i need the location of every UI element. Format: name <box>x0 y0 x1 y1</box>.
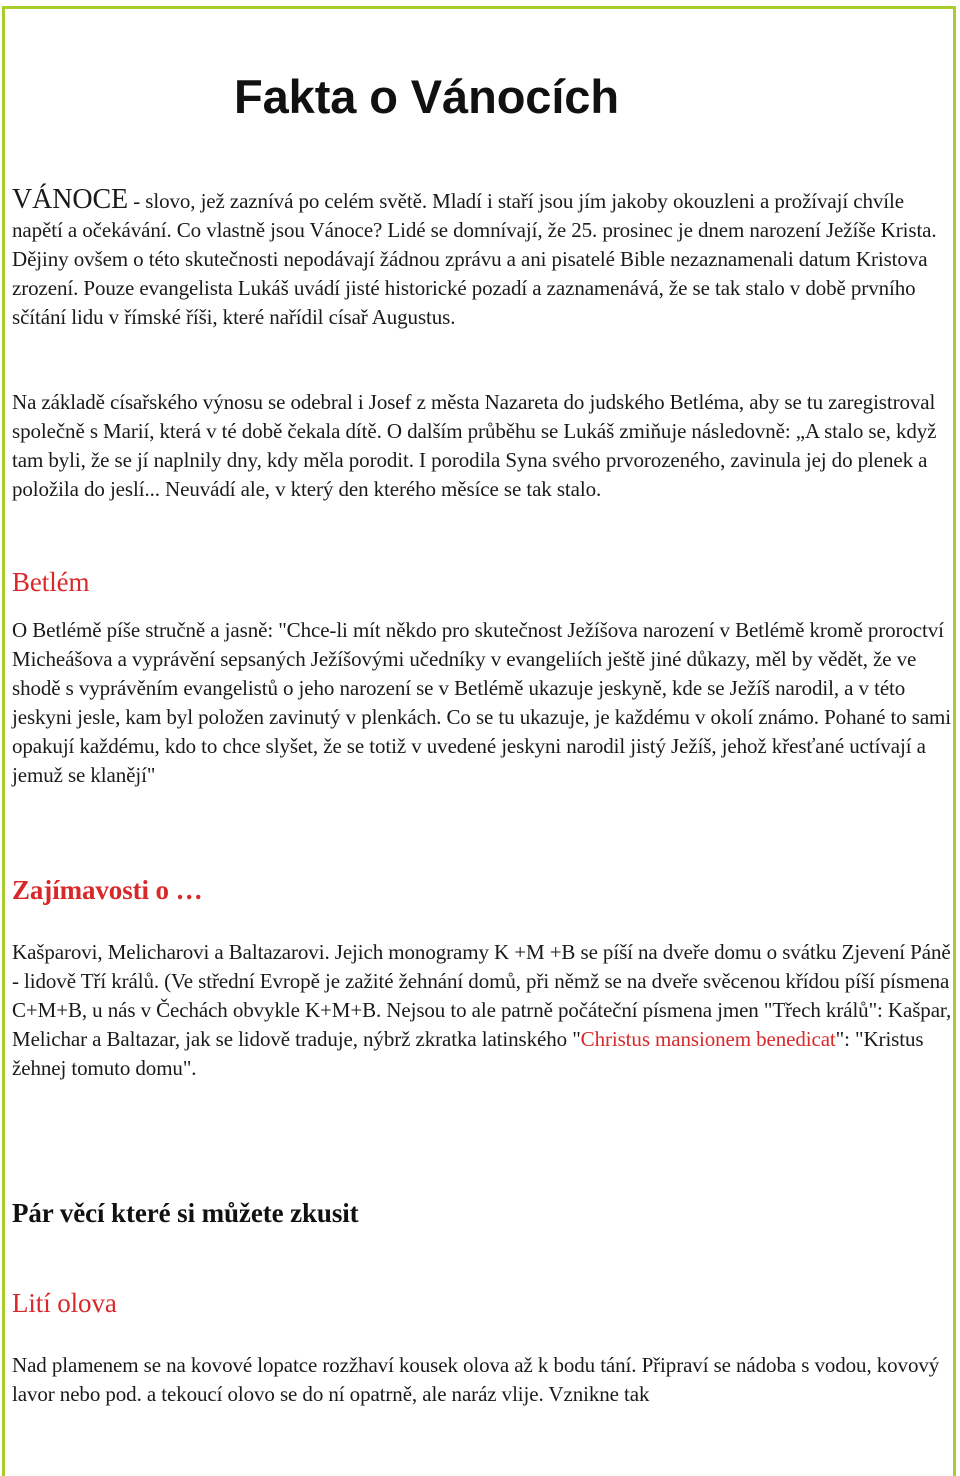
zajimavosti-text-after: ": "Kristus žehnej tomuto domu". <box>12 1027 924 1080</box>
page-title: Fakta o Vánocích <box>234 70 619 123</box>
paragraph-liti-olova: Nad plamenem se na kovové lopatce rozžhaví kousek olova až k bodu tání. Připraví se nádoba s vodou, kovový lavor nebo pod. a tekoucí olovo se do ní opatrně, ale naráz vlije. Vznikne tak <box>12 1353 940 1406</box>
heading-zajimavosti: Zajímavosti o … <box>12 875 203 905</box>
paragraph-betlem: O Betlémě píše stručně a jasně: "Chce-li mít někdo pro skutečnost Ježíšova narození v Betlémě kromě proroctví Micheášova a vyprávění sepsaných Ježíšovými učedníky v evangeliích ještě jiné důkazy, měl by vědět, že ve shodě s vyprávěním evangelistů o jeho narození se v Betlémě ukazuje jeskyně, kde se Ježíš narodil, a v této jeskyni jesle, kam byl položen zavinutý v plenkách. Co se tu ukazuje, je každému v okolí známo. Pohané to sami opakují každému, kdo to chce slyšet, že se totiž v uvedené jeskyni narodil jistý Ježíš, jehož křesťané uctívají a jemuž se klanějí" <box>12 618 952 787</box>
latin-phrase: Christus mansionem benedicat <box>580 1027 836 1051</box>
intro-lead-word: VÁNOCE <box>12 184 129 215</box>
paragraph-zajimavosti <box>12 938 952 1083</box>
heading-betlem: Betlém <box>12 567 90 597</box>
paragraph-census: Na základě císařského výnosu se odebral i Josef z města Nazareta do judského Betléma, aby se tu zaregistroval společně s Marií, která v té době čekala dítě. O dalším průběhu se Lukáš zmiňuje následovně: „A stalo se, když tam byli, že se jí naplnily dny, kdy měla porodit. I porodila Syna svého prvorozeného, zavinula jej do plenek a položila do jeslí... Neuvádí ale, v který den kterého měsíce se tak stalo. <box>12 390 937 501</box>
intro-paragraph <box>12 185 952 332</box>
zajimavosti-text-before: Kašparovi, Melicharovi a Baltazarovi. Jejich monogramy K +M +B se píší na dveře domu o svátku Zjevení Páně - lidově Tří králů. (Ve střední Evropě je zažité žehnání domů, při němž se na dveře svěcenou křídou píší písmena C+M+B, u nás v Čechách obvykle K+M+B. Nejsou to ale patrně počáteční písmena jmen "Třech králů": Kašpar, Melichar a Baltazar, jak se lidově traduje, nýbrž zkratka latinského " <box>12 940 952 1051</box>
intro-text: - slovo, jež zaznívá po celém světě. Mladí i staří jsou jím jakoby okouzleni a prožívají chvíle napětí a očekávání. Co vlastně jsou Vánoce? Lidé se domnívají, že 25. prosinec je dnem narození Ježíše Krista. Dějiny ovšem o této skutečnosti nepodávají žádnou zprávu a ani pisatelé Bible nezaznamenali datum Kristova zrození. Pouze evangelista Lukáš uvádí jisté historické pozadí a zaznamenává, že se tak stalo v době prvního sčítání lidu v římské říši, které nařídil císař Augustus. <box>12 189 937 329</box>
heading-liti-olova: Lití olova <box>12 1288 117 1318</box>
heading-zkusit: Pár věcí které si můžete zkusit <box>12 1198 359 1228</box>
